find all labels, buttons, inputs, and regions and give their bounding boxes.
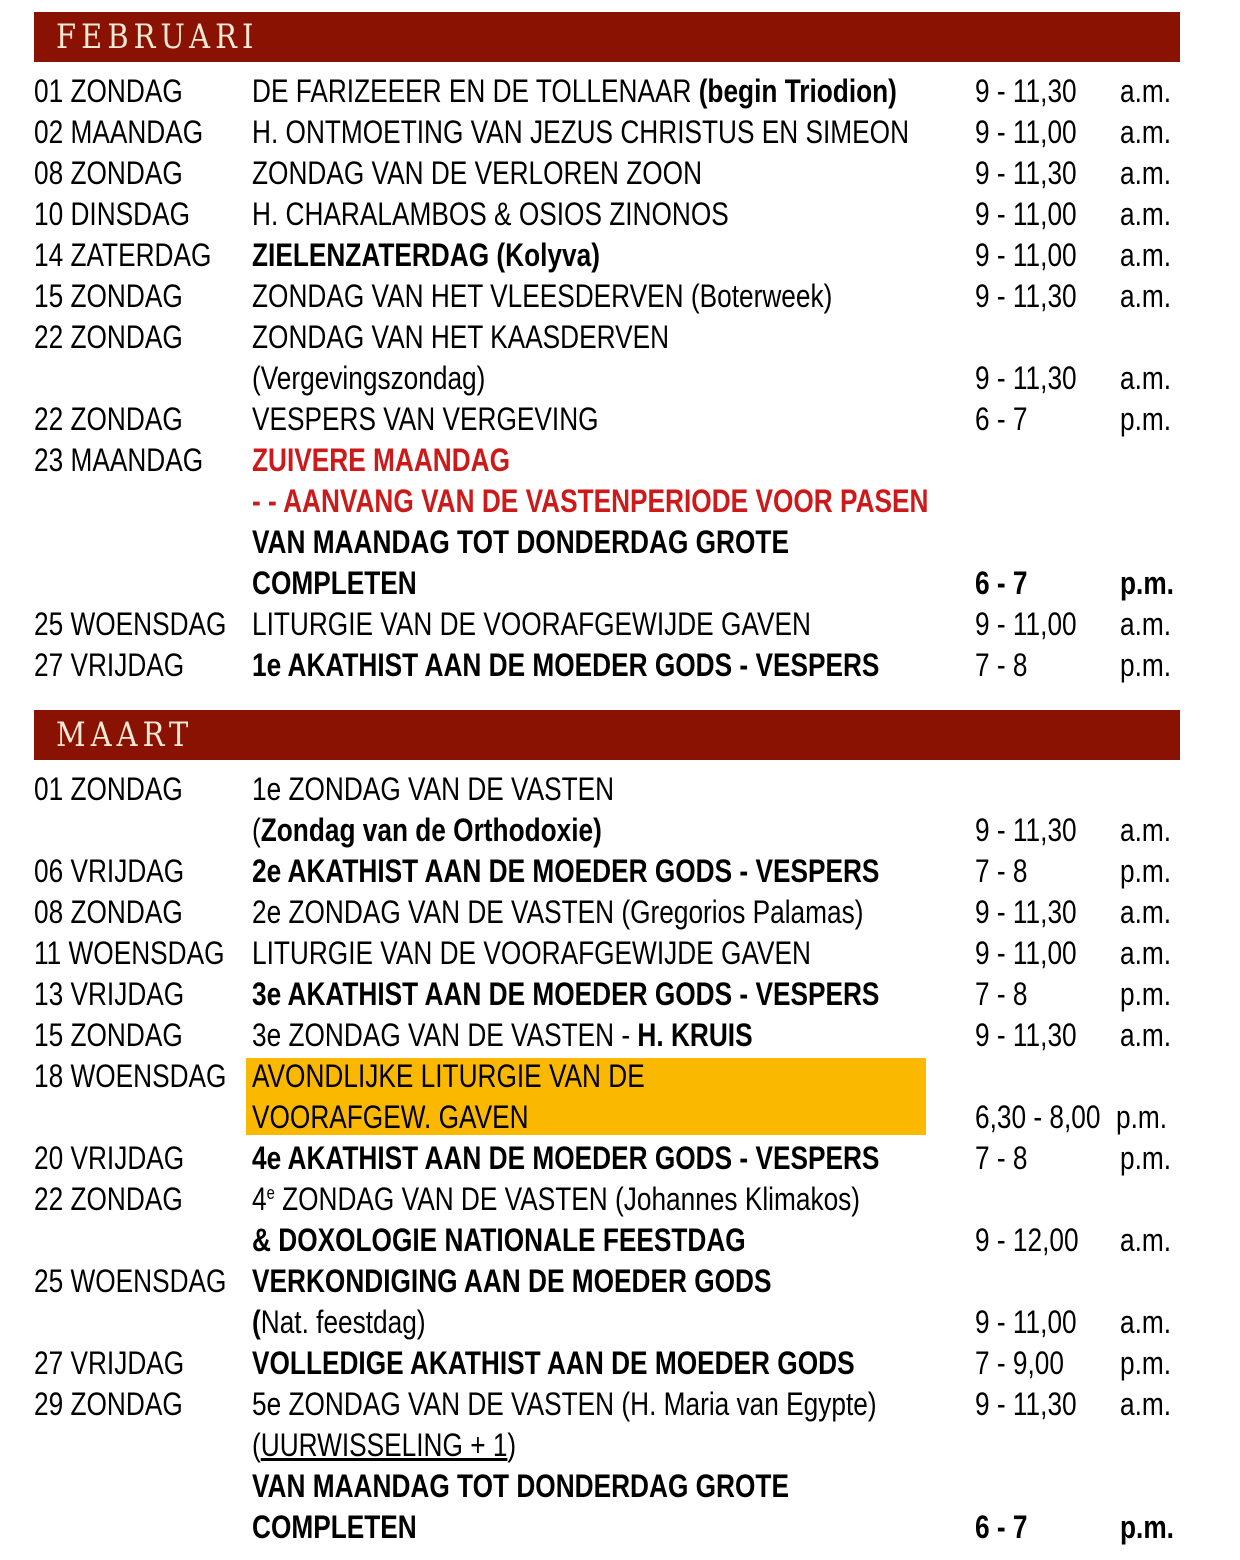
schedule-row bbox=[0, 1466, 1240, 1507]
event: 1e AKATHIST AAN DE MOEDER GODS - VESPERS bbox=[252, 647, 880, 683]
event bbox=[252, 1425, 516, 1466]
date: 11 WOENSDAG bbox=[34, 935, 225, 971]
date: 02 MAANDAG bbox=[34, 114, 204, 150]
time: 9 - 11,30 bbox=[975, 155, 1077, 191]
schedule-row bbox=[0, 399, 1240, 440]
schedule-row bbox=[0, 1302, 1240, 1343]
event: VAN MAANDAG TOT DONDERDAG GROTE bbox=[252, 1468, 789, 1504]
event: VOLLEDIGE AKATHIST AAN DE MOEDER GODS bbox=[252, 1345, 855, 1381]
event-note: H. KRUIS bbox=[637, 1017, 753, 1053]
ampm: a.m. bbox=[1120, 812, 1172, 848]
time: 6,30 - 8,00 bbox=[975, 1099, 1101, 1135]
ampm: a.m. bbox=[1120, 360, 1172, 396]
date: 01 ZONDAG bbox=[34, 771, 183, 807]
event-text: 3e ZONDAG VAN DE VASTEN - bbox=[252, 1017, 638, 1053]
event: VERKONDIGING AAN DE MOEDER GODS bbox=[252, 1263, 772, 1299]
event: 4e AKATHIST AAN DE MOEDER GODS - VESPERS bbox=[252, 1140, 880, 1176]
date: 20 VRIJDAG bbox=[34, 1140, 185, 1176]
date: 14 ZATERDAG bbox=[34, 237, 212, 273]
ampm: a.m. bbox=[1120, 114, 1172, 150]
event: COMPLETEN bbox=[252, 1509, 417, 1545]
event-paren-close: ) bbox=[507, 1427, 517, 1463]
schedule-row bbox=[0, 892, 1240, 933]
schedule-row bbox=[0, 440, 1240, 481]
event-text: DE FARIZEEER EN DE TOLLENAAR bbox=[252, 73, 699, 109]
schedule-row bbox=[0, 358, 1240, 399]
time: 6 - 7 bbox=[975, 401, 1028, 437]
time: 9 - 11,30 bbox=[975, 1386, 1077, 1422]
date: 08 ZONDAG bbox=[34, 894, 183, 930]
schedule-row bbox=[0, 153, 1240, 194]
time: 7 - 8 bbox=[975, 647, 1028, 683]
time: 9 - 11,30 bbox=[975, 73, 1077, 109]
schedule-row bbox=[0, 1220, 1240, 1261]
event: 2e AKATHIST AAN DE MOEDER GODS - VESPERS bbox=[252, 853, 880, 889]
event-text: Nat. feestdag) bbox=[260, 1304, 426, 1340]
time: 9 - 11,00 bbox=[975, 935, 1077, 971]
schedule-row bbox=[0, 851, 1240, 892]
schedule-row bbox=[0, 235, 1240, 276]
schedule-row bbox=[0, 112, 1240, 153]
date: 27 VRIJDAG bbox=[34, 1345, 185, 1381]
event-num: 4 bbox=[252, 1181, 267, 1217]
ampm: a.m. bbox=[1120, 935, 1172, 971]
time: 9 - 11,30 bbox=[975, 894, 1077, 930]
ampm: a.m. bbox=[1120, 606, 1172, 642]
ampm: a.m. bbox=[1120, 1017, 1172, 1053]
month-header-februari bbox=[34, 12, 1180, 62]
schedule-row bbox=[0, 1015, 1240, 1056]
ampm: p.m. bbox=[1120, 647, 1172, 683]
event: LITURGIE VAN DE VOORAFGEWIJDE GAVEN bbox=[252, 935, 811, 971]
schedule-row bbox=[0, 317, 1240, 358]
event: ZONDAG VAN HET VLEESDERVEN (Boterweek) bbox=[252, 278, 833, 314]
ampm: p.m. bbox=[1120, 1509, 1174, 1545]
ampm: a.m. bbox=[1120, 278, 1172, 314]
event: COMPLETEN bbox=[252, 565, 417, 601]
time: 9 - 11,00 bbox=[975, 114, 1077, 150]
schedule-row bbox=[0, 1056, 1240, 1097]
event: VAN MAANDAG TOT DONDERDAG GROTE bbox=[252, 524, 789, 560]
time: 9 - 11,30 bbox=[975, 278, 1077, 314]
event bbox=[252, 810, 602, 851]
date: 06 VRIJDAG bbox=[34, 853, 185, 889]
schedule-row bbox=[0, 276, 1240, 317]
schedule-row bbox=[0, 1138, 1240, 1179]
time: 9 - 11,30 bbox=[975, 360, 1077, 396]
date: 23 MAANDAG bbox=[34, 442, 204, 478]
event-text: ZONDAG VAN DE VASTEN (Johannes Klimakos) bbox=[274, 1181, 861, 1217]
event: H. CHARALAMBOS & OSIOS ZINONOS bbox=[252, 196, 729, 232]
ampm: p.m. bbox=[1120, 976, 1172, 1012]
event bbox=[252, 1302, 426, 1343]
event bbox=[252, 1015, 753, 1056]
event-paren: ( bbox=[252, 812, 261, 848]
date: 15 ZONDAG bbox=[34, 278, 183, 314]
time: 6 - 7 bbox=[975, 1509, 1028, 1545]
schedule-row bbox=[0, 1425, 1240, 1466]
event: VOORAFGEW. GAVEN bbox=[252, 1099, 529, 1135]
event: ZIELENZATERDAG (Kolyva) bbox=[252, 237, 600, 273]
date: 13 VRIJDAG bbox=[34, 976, 185, 1012]
event-sup: e bbox=[266, 1183, 275, 1203]
event: 5e ZONDAG VAN DE VASTEN (H. Maria van Egypte) bbox=[252, 1386, 877, 1422]
schedule-row bbox=[0, 933, 1240, 974]
schedule-row bbox=[0, 1261, 1240, 1302]
ampm: p.m. bbox=[1120, 853, 1172, 889]
event-note: (begin Triodion) bbox=[698, 73, 897, 109]
schedule-row bbox=[0, 1507, 1240, 1548]
ampm: a.m. bbox=[1120, 894, 1172, 930]
ampm: a.m. bbox=[1120, 1304, 1172, 1340]
time: 6 - 7 bbox=[975, 565, 1028, 601]
schedule-row bbox=[0, 1343, 1240, 1384]
event: LITURGIE VAN DE VOORAFGEWIJDE GAVEN bbox=[252, 606, 811, 642]
event bbox=[252, 1179, 860, 1220]
event: (Vergevingszondag) bbox=[252, 360, 486, 396]
month-title: FEBRUARI bbox=[56, 17, 259, 57]
time: 9 - 11,00 bbox=[975, 237, 1077, 273]
schedule-row bbox=[0, 974, 1240, 1015]
schedule-row bbox=[0, 522, 1240, 563]
time: 9 - 11,30 bbox=[975, 1017, 1077, 1053]
event: ZONDAG VAN DE VERLOREN ZOON bbox=[252, 155, 703, 191]
event: & DOXOLOGIE NATIONALE FEESTDAG bbox=[252, 1222, 746, 1258]
ampm: p.m. bbox=[1120, 401, 1172, 437]
ampm: p.m. bbox=[1120, 1345, 1172, 1381]
time: 9 - 11,00 bbox=[975, 196, 1077, 232]
event: 3e AKATHIST AAN DE MOEDER GODS - VESPERS bbox=[252, 976, 880, 1012]
date: 22 ZONDAG bbox=[34, 401, 183, 437]
time: 7 - 9,00 bbox=[975, 1345, 1064, 1381]
date: 25 WOENSDAG bbox=[34, 606, 227, 642]
event: AVONDLIJKE LITURGIE VAN DE bbox=[252, 1058, 645, 1094]
date: 01 ZONDAG bbox=[34, 73, 183, 109]
ampm: a.m. bbox=[1120, 1222, 1172, 1258]
ampm: p.m. bbox=[1120, 1140, 1172, 1176]
schedule-row bbox=[0, 71, 1240, 112]
event: ZUIVERE MAANDAG bbox=[252, 442, 511, 478]
time: 7 - 8 bbox=[975, 853, 1028, 889]
schedule-row bbox=[0, 1384, 1240, 1425]
schedule-row bbox=[0, 481, 1240, 522]
date: 22 ZONDAG bbox=[34, 1181, 183, 1217]
month-header-maart bbox=[34, 710, 1180, 760]
schedule-row bbox=[0, 1179, 1240, 1220]
date: 27 VRIJDAG bbox=[34, 647, 185, 683]
schedule-row bbox=[0, 604, 1240, 645]
event: 1e ZONDAG VAN DE VASTEN bbox=[252, 771, 615, 807]
schedule-row bbox=[0, 645, 1240, 686]
time: 9 - 12,00 bbox=[975, 1222, 1079, 1258]
month-title: MAART bbox=[56, 715, 194, 755]
event: ZONDAG VAN HET KAASDERVEN bbox=[252, 319, 670, 355]
event-paren: ( bbox=[252, 1427, 261, 1463]
ampm: a.m. bbox=[1120, 237, 1172, 273]
time: 7 - 8 bbox=[975, 976, 1028, 1012]
ampm: a.m. bbox=[1120, 73, 1172, 109]
schedule-row bbox=[0, 810, 1240, 851]
date: 15 ZONDAG bbox=[34, 1017, 183, 1053]
event: 2e ZONDAG VAN DE VASTEN (Gregorios Palamas) bbox=[252, 894, 864, 930]
date: 22 ZONDAG bbox=[34, 319, 183, 355]
time: 7 - 8 bbox=[975, 1140, 1028, 1176]
time: 9 - 11,00 bbox=[975, 606, 1077, 642]
event-text: Zondag van de Orthodoxie) bbox=[260, 812, 602, 848]
event-underlined: UURWISSELING + 1 bbox=[260, 1427, 508, 1463]
ampm: a.m. bbox=[1120, 196, 1172, 232]
event-paren: ( bbox=[252, 1304, 261, 1340]
ampm: p.m. bbox=[1116, 1099, 1168, 1135]
time: 9 - 11,30 bbox=[975, 812, 1077, 848]
event: - - AANVANG VAN DE VASTENPERIODE VOOR PASEN bbox=[252, 483, 929, 519]
schedule-row bbox=[0, 769, 1240, 810]
date: 29 ZONDAG bbox=[34, 1386, 183, 1422]
time: 9 - 11,00 bbox=[975, 1304, 1077, 1340]
ampm: a.m. bbox=[1120, 1386, 1172, 1422]
date: 25 WOENSDAG bbox=[34, 1263, 227, 1299]
event: VESPERS VAN VERGEVING bbox=[252, 401, 599, 437]
date: 10 DINSDAG bbox=[34, 196, 191, 232]
schedule-row bbox=[0, 563, 1240, 604]
event bbox=[252, 71, 897, 112]
ampm: a.m. bbox=[1120, 155, 1172, 191]
schedule-row bbox=[0, 194, 1240, 235]
date: 08 ZONDAG bbox=[34, 155, 183, 191]
ampm: p.m. bbox=[1120, 565, 1174, 601]
date: 18 WOENSDAG bbox=[34, 1058, 227, 1094]
schedule-row bbox=[0, 1097, 1240, 1138]
event: H. ONTMOETING VAN JEZUS CHRISTUS EN SIMEON bbox=[252, 114, 910, 150]
